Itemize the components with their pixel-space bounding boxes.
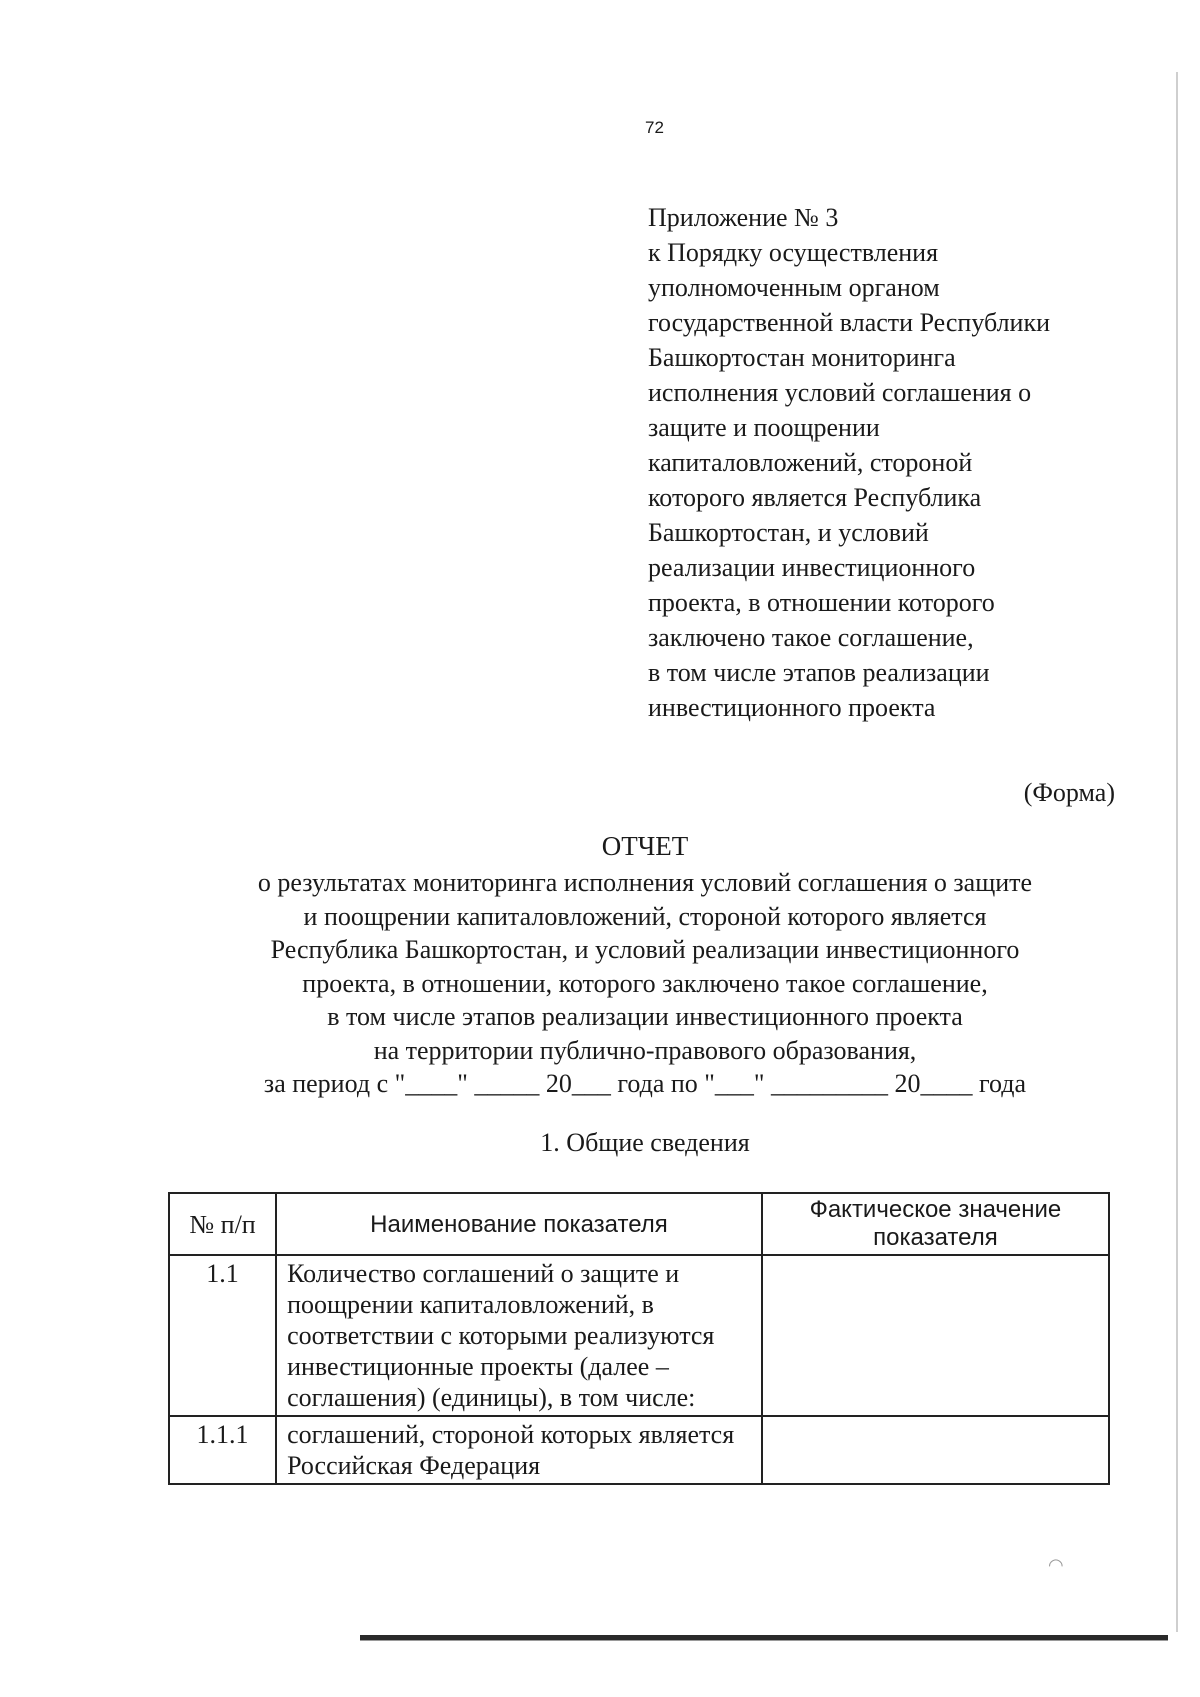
row-actual-value <box>762 1255 1109 1416</box>
row-number: 1.1.1 <box>169 1416 276 1484</box>
row-indicator-name: Количество соглашений о защите и поощрении капиталовложений, в соответствии с которыми реализуются инвестиционные проекты (далее – соглашения) (единицы), в том числе: <box>276 1255 762 1416</box>
appendix-line: Приложение № 3 <box>648 203 839 232</box>
appendix-line: защите и поощрении <box>648 413 880 442</box>
appendix-line: реализации инвестиционного <box>648 553 976 582</box>
appendix-line: которого является Республика <box>648 483 982 512</box>
table-header-row <box>169 1193 1109 1255</box>
appendix-line: Башкортостан мониторинга <box>648 343 956 372</box>
row-number: 1.1 <box>169 1255 276 1416</box>
scan-mark: ◠ <box>1048 1555 1064 1576</box>
report-subtitle <box>200 866 1090 1101</box>
appendix-line: капиталовложений, стороной <box>648 448 973 477</box>
report-title: ОТЧЕТ <box>601 831 689 861</box>
bottom-rule-shadow <box>360 1640 1168 1641</box>
subtitle-line: на территории публично-правового образования, <box>373 1035 917 1065</box>
table-row <box>169 1416 1109 1484</box>
row-actual-value <box>762 1416 1109 1484</box>
appendix-line: Башкортостан, и условий <box>648 518 929 547</box>
appendix-line: инвестиционного проекта <box>648 693 936 722</box>
subtitle-line: и поощрении капиталовложений, стороной которого является <box>303 901 987 931</box>
section-heading: 1. Общие сведения <box>540 1128 750 1157</box>
general-info-table <box>168 1192 1110 1485</box>
subtitle-line: о результатах мониторинга исполнения условий соглашения о защите <box>257 868 1033 897</box>
appendix-line: государственной власти Республики <box>648 308 1050 337</box>
appendix-line: к Порядку осуществления <box>648 238 939 267</box>
appendix-block <box>648 200 1128 725</box>
header-actual-value: Фактическое значение показателя <box>762 1193 1109 1255</box>
table-row <box>169 1255 1109 1416</box>
header-indicator-name: Наименование показателя <box>276 1193 762 1255</box>
appendix-line: исполнения условий соглашения о <box>648 378 1032 407</box>
row-indicator-name: соглашений, стороной которых является Российская Федерация <box>276 1416 762 1484</box>
subtitle-line: проекта, в отношении, которого заключено такое соглашение, <box>302 968 988 998</box>
header-number: № п/п <box>169 1193 276 1255</box>
form-label: (Форма) <box>1023 778 1115 807</box>
appendix-line: заключено такое соглашение, <box>648 623 974 652</box>
appendix-line: уполномоченным органом <box>648 273 940 302</box>
report-period-line: за период с "____" _____ 20___ года по "___" _________ 20____ года <box>263 1069 1027 1098</box>
subtitle-line: Республика Башкортостан, и условий реализации инвестиционного <box>270 935 1020 964</box>
appendix-line: проекта, в отношении которого <box>648 588 995 617</box>
page-number: 72 <box>645 118 664 137</box>
appendix-line: в том числе этапов реализации <box>648 658 990 687</box>
subtitle-line: в том числе этапов реализации инвестиционного проекта <box>327 1002 963 1031</box>
